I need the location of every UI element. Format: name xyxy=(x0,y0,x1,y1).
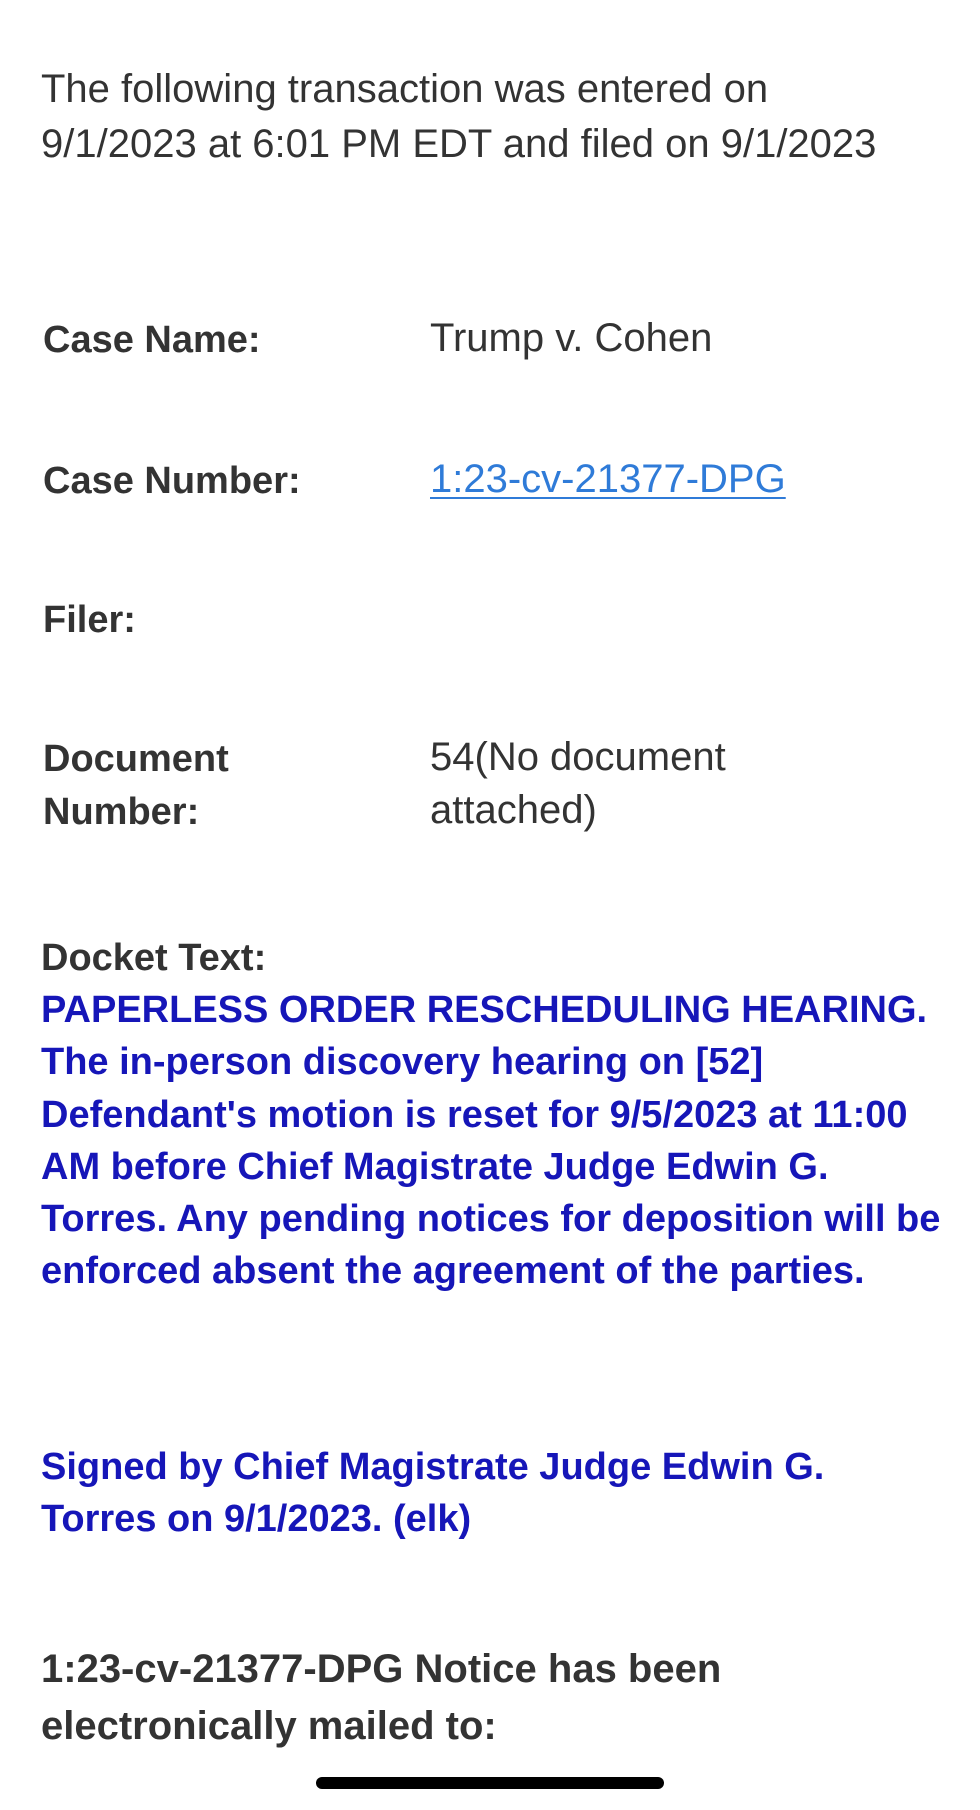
docket-text-label: Docket Text: xyxy=(41,937,267,979)
document-number-label xyxy=(43,733,229,839)
home-indicator-bar[interactable] xyxy=(316,1777,664,1789)
notice-heading: 1:23-cv-21377-DPG Notice has been electronically mailed to: xyxy=(41,1647,722,1748)
case-number-value xyxy=(430,453,786,506)
case-name-value: Trump v. Cohen xyxy=(430,316,713,360)
filer-label: Filer: xyxy=(43,599,136,641)
docket-signed-line: Signed by Chief Magistrate Judge Edwin G. Torres on 9/1/2023. (elk) xyxy=(41,1446,825,1540)
case-number-label: Case Number: xyxy=(43,460,301,502)
document-number-value-line1: 54(No document xyxy=(430,735,726,779)
document-number-label-line2: Number: xyxy=(43,791,200,833)
transaction-intro: The following transaction was entered on 9/1/2023 at 6:01 PM EDT and filed on 9/1/2023 xyxy=(41,67,877,166)
case-name-label: Case Name: xyxy=(43,319,261,361)
case-number-link[interactable]: 1:23-cv-21377-DPG xyxy=(430,457,786,501)
document-number-value xyxy=(430,731,726,837)
docket-text-body: PAPERLESS ORDER RESCHEDULING HEARING. The in-person discovery hearing on [52] Defendant's motion is reset for 9/5/2023 at 11:00 AM before Chief Magistrate Judge Edwin G. Torres. Any pending notices for deposition will be enforced absent the agreement of the parties. xyxy=(41,989,941,1293)
document-number-label-line1: Document xyxy=(43,738,229,780)
document-number-value-line2: attached) xyxy=(430,788,597,832)
